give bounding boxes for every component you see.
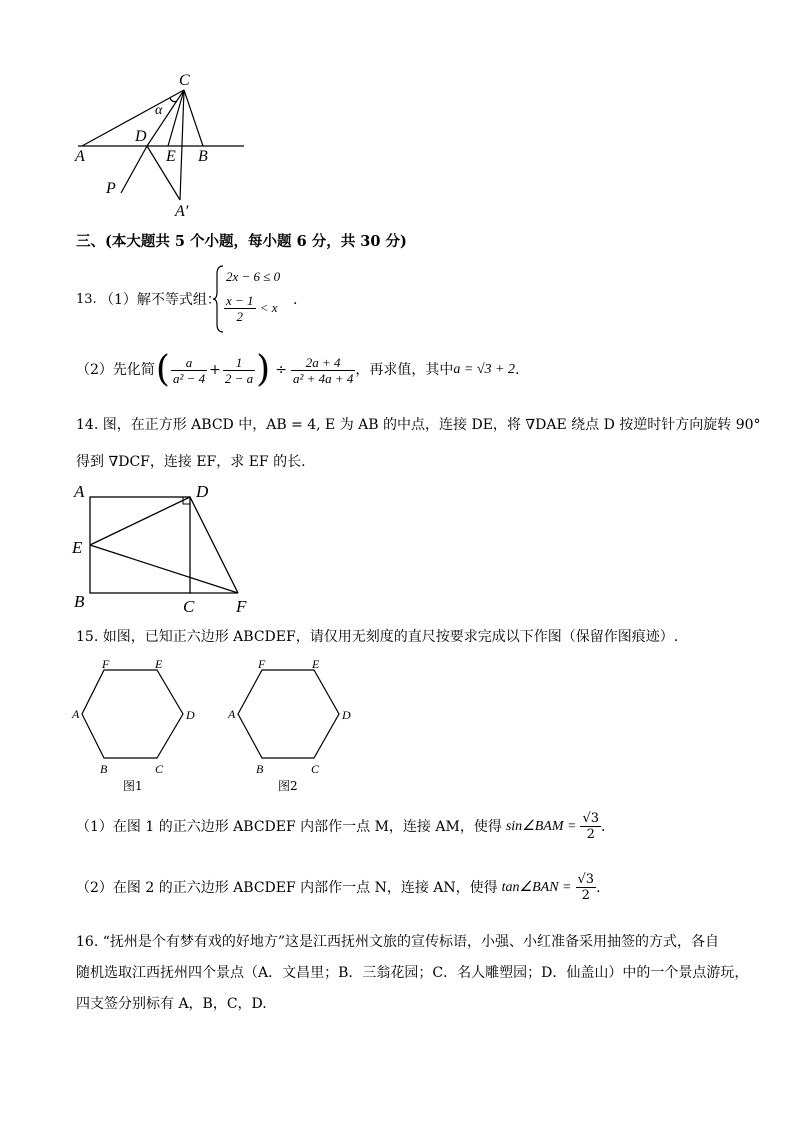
q13-ineq2-rhs: < x — [259, 300, 278, 315]
q15-part2-end: . — [596, 879, 601, 896]
q15-part2-text: （2）在图 2 的正六边形 ABCDEF 内部作一点 N，连接 AN，使得 — [76, 879, 498, 896]
q15-line1: 15. 如图，已知正六边形 ABCDEF，请仅用无刻度的直尺按要求完成以下作图（保留作图痕迹）. — [76, 629, 679, 645]
q15-part1-expr: sin∠BAM = — [505, 818, 577, 834]
q13-part2-prefix: （2）先化简 — [76, 362, 155, 378]
q15-part2-expr: tan∠BAN = — [501, 879, 572, 895]
q14-label-D: D — [196, 482, 209, 501]
hex1-label-D: D — [186, 708, 195, 722]
q15-part2-numerator: √3 — [577, 872, 595, 887]
q15-part2 — [76, 873, 601, 902]
label-D: D — [135, 128, 147, 145]
q13-f1-denominator: a² − 4 — [172, 370, 206, 386]
hex2-label-B: B — [256, 762, 264, 776]
q13-inequality-1: 2x − 6 ≤ 0 — [226, 269, 281, 284]
q13-part2-end: . — [514, 362, 520, 378]
q15-part1-fraction — [580, 812, 601, 841]
hex1-label-A: A — [72, 707, 80, 721]
hex2-label-C: C — [311, 762, 320, 776]
q13-part2-value: a = √3 + 2 — [453, 362, 515, 377]
q13-ineq2-numerator: x − 1 — [226, 293, 254, 308]
fig2-caption: 图2 — [278, 779, 298, 793]
q13-f2-denominator: 2 − a — [224, 370, 254, 386]
q13-f3-numerator: 2a + 4 — [291, 356, 355, 371]
q16-line2: 随机选取江西抚州四个景点（A．文昌里；B．三翁花园；C．名人雕塑园；D．仙盖山）中的一个景点游玩， — [76, 965, 749, 981]
hex2-label-A: A — [228, 707, 236, 721]
q15-part1-numerator: √3 — [582, 811, 599, 826]
q13-part2-mid: ，再求值，其中 — [355, 362, 454, 378]
q15-part2-denominator: 2 — [581, 888, 590, 903]
q14-line1: 14. 图，在正方形 ABCD 中，AB = 4, E 为 AB 的中点，连接 DE，将 ∇DAE 绕点 D 按逆时针方向旋转 90° — [76, 417, 761, 433]
plus-sign: + — [209, 362, 221, 378]
q15-part1 — [76, 812, 605, 841]
label-alpha: α — [155, 103, 163, 118]
hex2-label-D: D — [342, 708, 351, 722]
label-E: E — [166, 148, 176, 165]
q13-number: 13. — [76, 292, 97, 307]
q15-part1-text: （1）在图 1 的正六边形 ABCDEF 内部作一点 M，连接 AM，使得 — [76, 818, 502, 835]
q16-line3: 四支签分别标有 A，B，C，D. — [76, 996, 267, 1012]
q13-f1-numerator: a — [171, 356, 207, 371]
label-C: C — [179, 72, 190, 89]
q15-part1-end: . — [601, 818, 606, 835]
q14-line2: 得到 ∇DCF，连接 EF，求 EF 的长. — [76, 454, 306, 470]
paren-left: ( — [155, 349, 170, 390]
label-A-prime: A′ — [175, 203, 189, 220]
q13-f3-denominator: a² + 4a + 4 — [292, 370, 354, 386]
q14-label-C: C — [183, 597, 195, 616]
q15-part1-denominator: 2 — [586, 827, 595, 842]
fig1-caption: 图1 — [123, 779, 143, 793]
q16-line1: 16. “抚州是个有梦有戏的好地方”这是江西抚州文旅的宣传标语，小强、小红准备采用抽签的方式，各自 — [76, 934, 720, 950]
label-P: P — [106, 180, 116, 197]
hex1-label-F: F — [102, 657, 110, 671]
section-heading: 三、(本大题共 5 个小题，每小题 6 分，共 30 分) — [76, 233, 407, 250]
q14-label-E: E — [72, 538, 83, 557]
q13-ineq2-denominator: 2 — [236, 309, 244, 324]
q14-label-A: A — [74, 482, 85, 501]
hex1-label-C: C — [155, 762, 164, 776]
hex1-label-B: B — [100, 762, 108, 776]
q15-part2-fraction — [576, 873, 597, 902]
q13-f2-numerator: 1 — [223, 356, 255, 371]
hex2-label-F: F — [258, 657, 266, 671]
label-B: B — [198, 148, 208, 165]
paren-right: ) — [256, 349, 271, 390]
q14-label-F: F — [236, 597, 247, 616]
q13-part1-end: . — [293, 292, 298, 308]
divide-sign: ÷ — [275, 362, 287, 378]
q13-part1-prefix: （1）解不等式组： — [100, 292, 221, 308]
hex1-label-E: E — [155, 657, 163, 671]
hex2-label-E: E — [312, 657, 320, 671]
q14-label-B: B — [74, 592, 85, 611]
label-A: A — [75, 148, 85, 165]
